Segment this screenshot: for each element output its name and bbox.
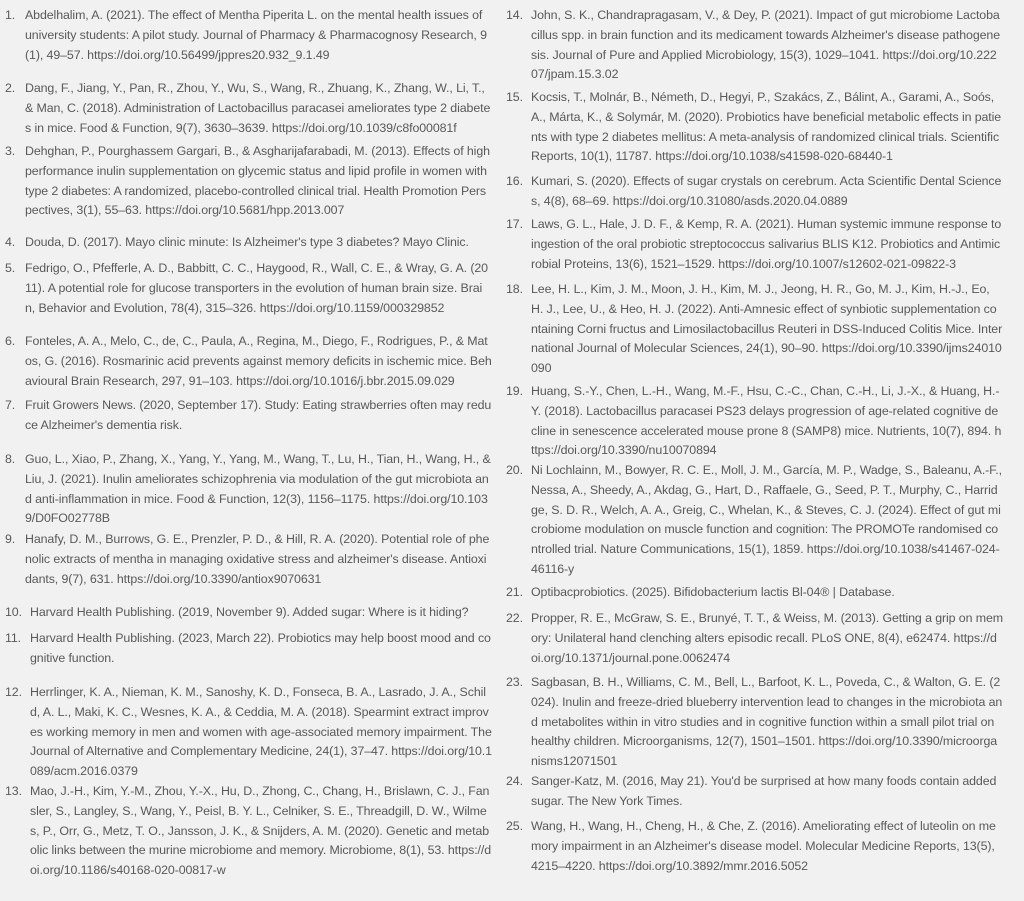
reference-item (506, 172, 1003, 212)
reference-item (506, 88, 1003, 167)
reference-text: Dehghan, P., Pourghassem Gargari, B., & Asgharijafarabadi, M. (2013). Effects of high performance inulin supplementation on glycemic status and lipid profile in women with type 2 diabetes: A randomized, placebo-controlled clinical trial. Health Promotion Perspectives, 3(1), 55–63. https://doi.org/10.5681/hpp.2013.007 (25, 144, 490, 218)
reference-number: 22. (506, 611, 523, 625)
reference-number: 2. (5, 81, 16, 95)
reference-text: Abdelhalim, A. (2021). The effect of Mentha Piperita L. on the mental health issues of university students: A pilot study. Journal of Pharmacy & Pharmacognosy Research, 9(1), 49–57. https://doi.org/10.56499/jppres20.932_9.1.49 (25, 8, 487, 62)
reference-number: 1. (5, 8, 16, 22)
reference-item (506, 673, 1003, 772)
reference-item (5, 332, 492, 391)
reference-item (506, 583, 1003, 603)
reference-text: Optibacprobiotics. (2025). Bifidobacterium lactis Bl-04® | Database. (531, 585, 895, 599)
reference-number: 18. (506, 282, 523, 296)
reference-item (5, 259, 492, 318)
reference-item (5, 782, 492, 881)
reference-number: 13. (5, 784, 22, 798)
reference-number: 20. (506, 463, 523, 477)
reference-text: Guo, L., Xiao, P., Zhang, X., Yang, Y., Yang, M., Wang, T., Lu, H., Tian, H., Wang, H., & Liu, J. (2021). Inulin ameliorates schizophrenia via modulation of the gut microbiota and anti-inflammation in mice. Food & Function, 12(3), 1156–1175. https://doi.org/10.1039/D0FO02778B (25, 452, 491, 526)
reference-number: 5. (5, 261, 16, 275)
reference-number: 15. (506, 90, 523, 104)
reference-text: Propper, R. E., McGraw, S. E., Brunyé, T. T., & Weiss, M. (2013). Getting a grip on memory: Unilateral hand clenching alters episodic recall. PLoS ONE, 8(4), e62474. https://doi.org/10.1371/journal.pone.0062474 (531, 611, 1003, 665)
reference-text: Wang, H., Wang, H., Cheng, H., & Che, Z. (2016). Ameliorating effect of luteolin on memory impairment in an Alzheimer's disease model. Molecular Medicine Reports, 13(5), 4215–4220. https://doi.org/10.3892/mmr.2016.5052 (531, 819, 996, 873)
reference-text: Mao, J.-H., Kim, Y.-M., Zhou, Y.-X., Hu, D., Zhong, C., Chang, H., Brislawn, C. J., Fansler, S., Langley, S., Wang, Y., Peisl, B. Y. L., Celniker, S. E., Threadgill, D. W., Wilmes, P., Orr, G., Metz, T. O., Jansson, J. K., & Snijders, A. M. (2020). Genetic and metabolic links between the murine microbiome and memory. Microbiome, 8(1), 53. https://doi.org/10.1186/s40168-020-00817-w (30, 784, 492, 878)
reference-item (506, 280, 1003, 379)
reference-item (5, 530, 492, 589)
reference-number: 11. (5, 631, 22, 645)
reference-text: Fedrigo, O., Pfefferle, A. D., Babbitt, C. C., Haygood, R., Wall, C. E., & Wray, G. A. (2011). A potential role for glucose transporters in the evolution of human brain size. Brain, Behavior and Evolution, 78(4), 315–326. https://doi.org/10.1159/000329852 (25, 261, 488, 315)
reference-number: 16. (506, 174, 523, 188)
reference-number: 25. (506, 819, 523, 833)
reference-number: 12. (5, 685, 22, 699)
reference-number: 23. (506, 675, 523, 689)
reference-item (506, 772, 1003, 812)
reference-text: Dang, F., Jiang, Y., Pan, R., Zhou, Y., Wu, S., Wang, R., Zhuang, K., Zhang, W., Li, T., & Man, C. (2018). Administration of Lactobacillus paracasei ameliorates type 2 diabetes in mice. Food & Function, 9(7), 3630–3639. https://doi.org/10.1039/c8fo00081f (25, 81, 491, 135)
reference-number: 3. (5, 144, 16, 158)
reference-text: Fruit Growers News. (2020, September 17). Study: Eating strawberries often may reduce Alzheimer's dementia risk. (25, 398, 492, 432)
reference-text: Ni Lochlainn, M., Bowyer, R. C. E., Moll, J. M., García, M. P., Wadge, S., Baleanu, A.-F., Nessa, A., Sheedy, A., Akdag, G., Hart, D., Raffaele, G., Seed, P. T., Murphy, C., Harridge, S. D. R., Welch, A. A., Greig, C., Whelan, K., & Steves, C. J. (2024). Effect of gut microbiome modulation on muscle function and cognition: The PROMOTe randomised controlled trial. Nature Communications, 15(1), 1859. https://doi.org/10.1038/s41467-024-46116-y (531, 463, 1002, 576)
reference-text: Sagbasan, B. H., Williams, C. M., Bell, L., Barfoot, K. L., Poveda, C., & Walton, G. E. (2024). Inulin and freeze-dried blueberry intervention lead to changes in the microbiota and metabolites within in vitro studies and in cognitive function within a small pilot trial on healthy children. Microorganisms, 12(7), 1501–1501. https://doi.org/10.3390/microorganisms12071501 (531, 675, 1003, 769)
reference-number: 8. (5, 452, 16, 466)
reference-text: Lee, H. L., Kim, J. M., Moon, J. H., Kim, M. J., Jeong, H. R., Go, M. J., Kim, H.-J., Eo, H. J., Lee, U., & Heo, H. J. (2022). Anti-Amnesic effect of synbiotic supplementation containing Corni fructus and Limosilactobacillus Reuteri in DSS-Induced Colitis Mice. International Journal of Molecular Sciences, 24(1), 90–90. https://doi.org/10.3390/ijms24010090 (531, 282, 1003, 376)
reference-text: Harvard Health Publishing. (2023, March 22). Probiotics may help boost mood and cognitive function. (30, 631, 491, 665)
reference-text: Fonteles, A. A., Melo, C., de, C., Paula, A., Regina, M., Diego, F., Rodrigues, P., & Matos, G. (2016). Rosmarinic acid prevents against memory deficits in ischemic mice. Behavioural Brain Research, 297, 91–103. https://doi.org/10.1016/j.bbr.2015.09.029 (25, 334, 492, 388)
reference-number: 17. (506, 217, 523, 231)
reference-number: 4. (5, 235, 16, 249)
reference-text: Douda, D. (2017). Mayo clinic minute: Is Alzheimer's type 3 diabetes? Mayo Clinic. (25, 235, 469, 249)
reference-text: Kumari, S. (2020). Effects of sugar crystals on cerebrum. Acta Scientific Dental Sciences, 4(8), 68–69. https://doi.org/10.31080/asds.2020.04.0889 (531, 174, 1002, 208)
reference-item (506, 817, 1003, 876)
reference-number: 24. (506, 774, 523, 788)
reference-text: Herrlinger, K. A., Nieman, K. M., Sanoshy, K. D., Fonseca, B. A., Lasrado, J. A., Schild, A. L., Maki, K. C., Wesnes, K. A., & Ceddia, M. A. (2018). Spearmint extract improves working memory in men and women with age-associated memory impairment. The Journal of Alternative and Complementary Medicine, 24(1), 37–47. https://doi.org/10.1089/acm.2016.0379 (30, 685, 492, 779)
reference-text: Laws, G. L., Hale, J. D. F., & Kemp, R. A. (2021). Human systemic immune response to ingestion of the oral probiotic streptococcus salivarius BLIS K12. Probiotics and Antimicrobial Proteins, 13(6), 1521–1529. https://doi.org/10.1007/s12602-021-09822-3 (531, 217, 1002, 271)
reference-text: Huang, S.-Y., Chen, L.-H., Wang, M.-F., Hsu, C.-C., Chan, C.-H., Li, J.-X., & Huang, H.-Y. (2018). Lactobacillus paracasei PS23 delays progression of age-related cognitive decline in senescence accelerated mouse prone 8 (SAMP8) mice. Nutrients, 10(7), 894. https://doi.org/10.3390/nu10070894 (531, 384, 1002, 458)
reference-number: 14. (506, 8, 523, 22)
reference-text: Harvard Health Publishing. (2019, November 9). Added sugar: Where is it hiding? (30, 605, 469, 619)
reference-number: 19. (506, 384, 523, 398)
reference-item (5, 79, 492, 138)
reference-item (5, 233, 492, 253)
reference-item (5, 396, 492, 436)
reference-number: 9. (5, 532, 16, 546)
reference-item (5, 6, 492, 65)
reference-text: Sanger-Katz, M. (2016, May 21). You'd be surprised at how many foods contain added sugar. The New York Times. (531, 774, 997, 808)
reference-item (5, 450, 492, 529)
reference-item (5, 142, 492, 221)
reference-item (5, 629, 492, 669)
reference-item (5, 603, 492, 623)
reference-number: 10. (5, 605, 22, 619)
reference-item (5, 683, 492, 782)
reference-item (506, 6, 1003, 85)
reference-item (506, 609, 1003, 668)
reference-item (506, 215, 1003, 274)
reference-text: Hanafy, D. M., Burrows, G. E., Prenzler, P. D., & Hill, R. A. (2020). Potential role of phenolic extracts of mentha in managing oxidative stress and alzheimer's disease. Antioxidants, 9(7), 631. https://doi.org/10.3390/antiox9070631 (25, 532, 490, 586)
reference-text: John, S. K., Chandrapragasam, V., & Dey, P. (2021). Impact of gut microbiome Lactobacillus spp. in brain function and its medicament towards Alzheimer's disease pathogenesis. Journal of Pure and Applied Microbiology, 15(3), 1029–1041. https://doi.org/10.22207/jpam.15.3.02 (531, 8, 1001, 82)
reference-number: 21. (506, 585, 523, 599)
reference-number: 7. (5, 398, 16, 412)
reference-text: Kocsis, T., Molnár, B., Németh, D., Hegyi, P., Szakács, Z., Bálint, A., Garami, A., Soós, A., Márta, K., & Solymár, M. (2020). Probiotics have beneficial metabolic effects in patients with type 2 diabetes mellitus: A meta-analysis of randomized clinical trials. Scientific Reports, 10(1), 11787. https://doi.org/10.1038/s41598-020-68440-1 (531, 90, 1002, 164)
reference-item (506, 461, 1003, 580)
reference-item (506, 382, 1003, 461)
reference-number: 6. (5, 334, 16, 348)
